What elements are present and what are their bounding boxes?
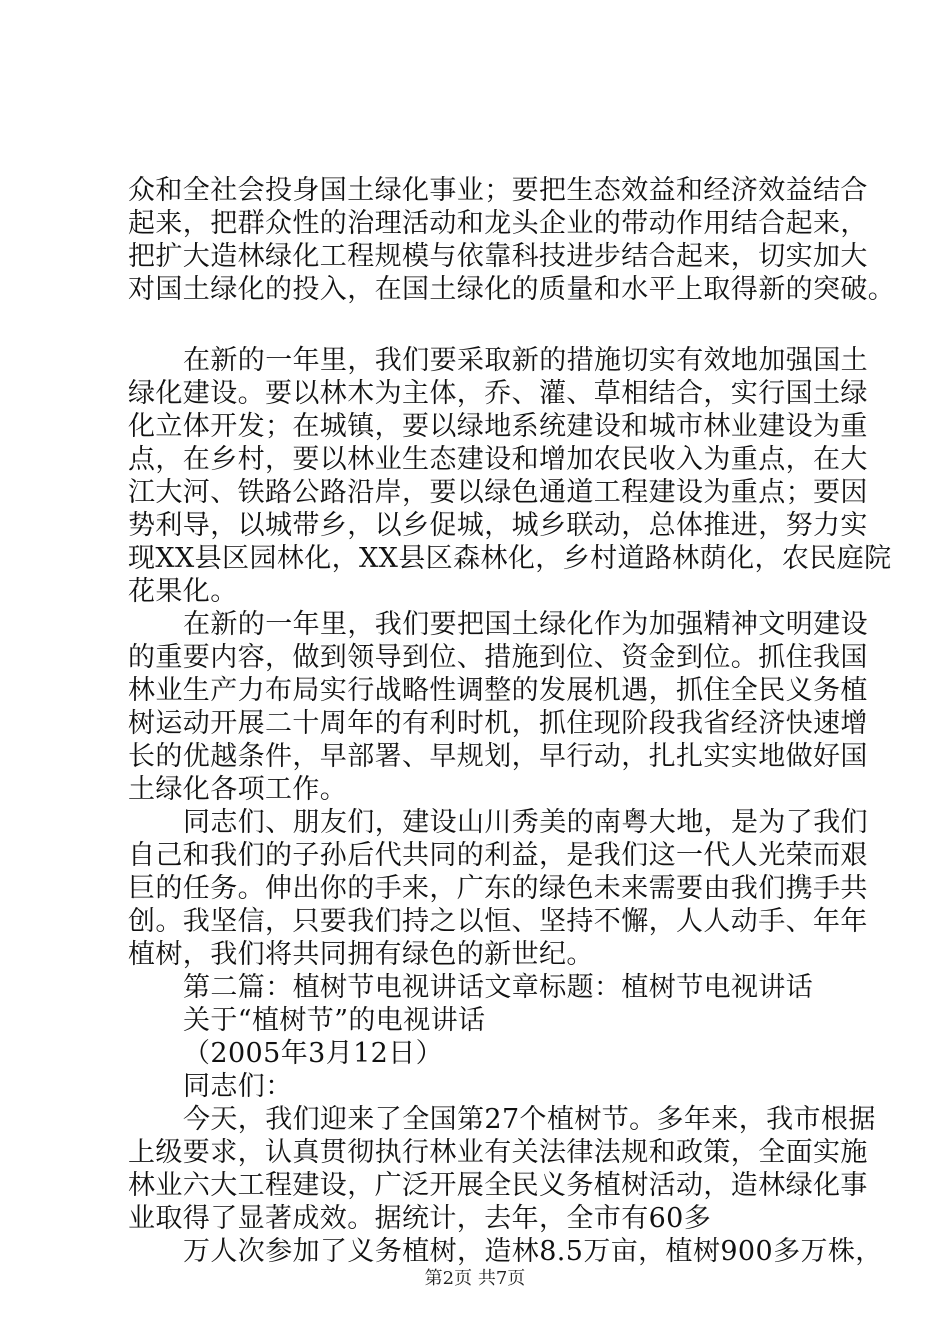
paragraph-4 (128, 806, 868, 971)
salutation: 同志们： (183, 1071, 293, 1102)
text-line: 树运动开展二十周年的有利时机，抓住现阶段我省经济快速增 (128, 708, 868, 739)
text-line: 在新的一年里，我们要把国土绿化作为加强精神文明建设 (183, 609, 868, 640)
paragraph-6 (128, 1235, 883, 1268)
text-line: 江大河、铁路公路沿岸，要以绿色通道工程建设为重点；要因 (128, 477, 868, 508)
text-line: 自己和我们的子孙后代共同的利益，是我们这一代人光荣而艰 (128, 840, 868, 871)
section-heading: 第二篇：植树节电视讲话文章标题：植树节电视讲话 (183, 972, 814, 1003)
paragraph-5 (128, 1103, 876, 1235)
text-line: 的重要内容，做到领导到位、措施到位、资金到位。抓住我国 (128, 642, 868, 673)
text-line: 植树，我们将共同拥有绿色的新世纪。 (128, 939, 594, 970)
text-line: 创。我坚信，只要我们持之以恒、坚持不懈，人人动手、年年 (128, 906, 868, 937)
paragraph-3 (128, 608, 868, 806)
paragraph-2 (128, 344, 892, 608)
text-line: 众和全社会投身国土绿化事业；要把生态效益和经济效益结合 (128, 175, 868, 206)
speech-date: （2005年3月12日） (183, 1038, 444, 1069)
text-line: 林业六大工程建设，广泛开展全民义务植树活动，造林绿化事 (128, 1170, 868, 1201)
text-line: 土绿化各项工作。 (128, 774, 348, 805)
text-line: 花果化。 (128, 576, 238, 607)
text-line: 长的优越条件，早部署、早规划，早行动，扎扎实实地做好国 (128, 741, 868, 772)
text-line: 起来，把群众性的治理活动和龙头企业的带动作用结合起来， (128, 208, 868, 239)
text-line: 今天，我们迎来了全国第27个植树节。多年来，我市根据 (183, 1104, 876, 1135)
text-line: 业取得了显著成效。据统计，去年，全市有60多 (128, 1203, 712, 1234)
text-line: 同志们、朋友们，建设山川秀美的南粤大地，是为了我们 (183, 807, 868, 838)
speech-title: 关于“植树节”的电视讲话 (183, 1005, 486, 1036)
text-line: 现XX县区园林化，XX县区森林化，乡村道路林荫化，农民庭院 (128, 543, 892, 574)
page-indicator: 第2页 共7页 (424, 1268, 526, 1289)
paragraph-1 (128, 174, 896, 306)
text-line: 化立体开发；在城镇，要以绿地系统建设和城市林业建设为重 (128, 411, 868, 442)
text-line: 在新的一年里，我们要采取新的措施切实有效地加强国土 (183, 345, 868, 376)
text-line: 对国土绿化的投入，在国土绿化的质量和水平上取得新的突破。 (128, 274, 896, 305)
text-line: 上级要求，认真贯彻执行林业有关法律法规和政策，全面实施 (128, 1137, 868, 1168)
text-line: 巨的任务。伸出你的手来，广东的绿色未来需要由我们携手共 (128, 873, 868, 904)
text-line: 万人次参加了义务植树，造林8.5万亩，植树900多万株， (183, 1236, 883, 1267)
text-line: 势利导，以城带乡，以乡促城，城乡联动，总体推进，努力实 (128, 510, 868, 541)
paragraph-spacer (128, 306, 848, 344)
text-line: 绿化建设。要以林木为主体，乔、灌、草相结合，实行国土绿 (128, 378, 868, 409)
text-line: 林业生产力布局实行战略性调整的发展机遇，抓住全民义务植 (128, 675, 868, 706)
text-line: 点，在乡村，要以林业生态建设和增加农民收入为重点，在大 (128, 444, 868, 475)
page-footer (0, 1268, 950, 1290)
text-line: 把扩大造林绿化工程规模与依靠科技进步结合起来，切实加大 (128, 241, 868, 272)
document-body (128, 174, 896, 1268)
